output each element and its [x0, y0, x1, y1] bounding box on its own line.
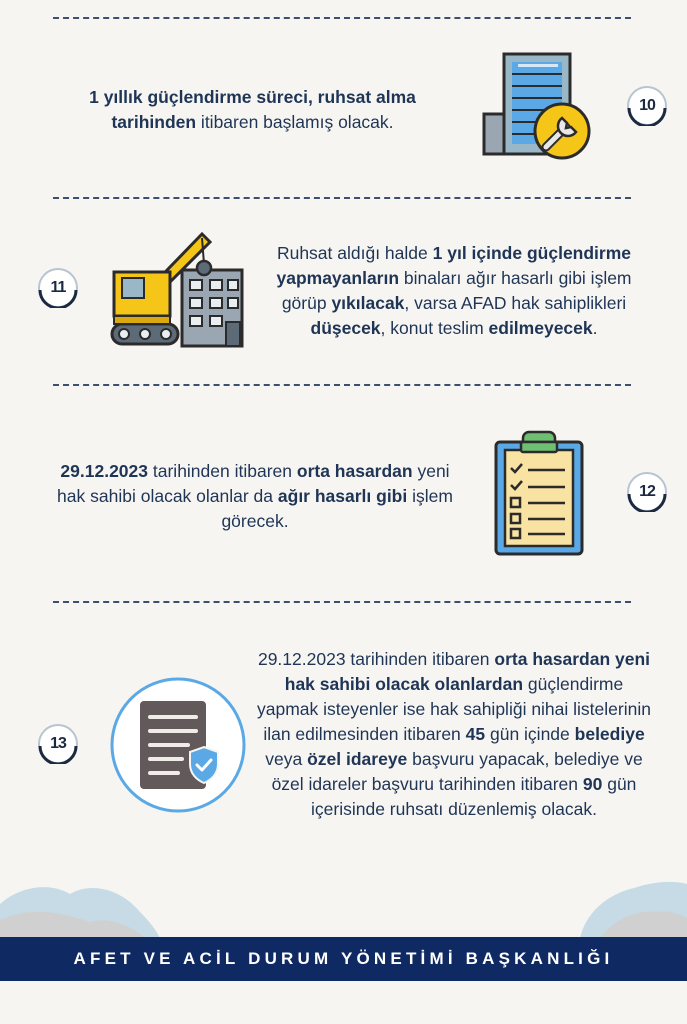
- item-number: 13: [50, 735, 66, 752]
- item-number: 11: [50, 279, 66, 296]
- section-divider: [53, 384, 631, 386]
- body-text: gün içinde: [485, 724, 575, 744]
- emphasis-text: özel idareye: [307, 749, 408, 769]
- body-text: binaları ağır hasarlı gibi işlem görüp: [281, 268, 632, 313]
- emphasis-text: 1 yıl içinde güçlendirme yapmayanların: [276, 243, 632, 288]
- bottom-margin: [0, 981, 687, 1024]
- item-10-text: [70, 85, 435, 135]
- item-10-number-badge: [627, 86, 667, 126]
- item-number: 12: [639, 483, 655, 500]
- emphasis-text: orta hasardan yeni hak sahibi olacak olanlardan: [284, 649, 651, 694]
- item-12-text: [55, 459, 455, 534]
- item-number: 10: [639, 97, 655, 114]
- body-text: 29.12.2023 tarihinden itibaren: [257, 649, 495, 669]
- document-shield-icon: [108, 677, 248, 822]
- body-text: işlem görecek.: [221, 486, 453, 531]
- decorative-hills-left: [0, 882, 160, 938]
- excavator-demolition-icon: [110, 228, 245, 355]
- decorative-hills-right: [580, 872, 687, 938]
- body-text: , konut teslim: [380, 318, 489, 338]
- section-divider: [53, 17, 631, 19]
- footer-banner: [0, 937, 687, 981]
- building-wrench-icon: [482, 52, 594, 167]
- item-11-number-badge: [38, 268, 78, 308]
- section-divider: [53, 197, 631, 199]
- emphasis-text: 29.12.2023: [60, 461, 149, 481]
- emphasis-text: yıkılacak: [331, 293, 405, 313]
- item-11-text: [258, 241, 650, 341]
- item-13-text: [254, 647, 654, 822]
- body-text: itibaren başlamış olacak.: [196, 112, 394, 132]
- footer-title: AFET VE ACİL DURUM YÖNETİMİ BAŞKANLIĞI: [73, 949, 614, 968]
- item-13-number-badge: [38, 724, 78, 764]
- body-text: yeni hak sahibi olacak olanlar da: [57, 461, 450, 506]
- emphasis-text: 1 yıllık güçlendirme süreci, ruhsat alma tarihinden: [89, 87, 416, 132]
- emphasis-text: belediye: [574, 724, 645, 744]
- body-text: veya: [265, 749, 308, 769]
- item-12-number-badge: [627, 472, 667, 512]
- body-text: Ruhsat aldığı halde: [276, 243, 433, 263]
- body-text: güçlendirme yapmak isteyenler ise hak sahipliği nihai listelerinin ilan edilmesinden itibaren: [257, 674, 651, 744]
- emphasis-text: 45: [465, 724, 486, 744]
- body-text: .: [592, 318, 598, 338]
- clipboard-checklist-icon: [493, 430, 587, 563]
- body-text: başvuru yapacak, belediye ve özel idareler başvuru tarihinden itibaren: [271, 749, 643, 794]
- emphasis-text: düşecek: [310, 318, 381, 338]
- emphasis-text: edilmeyecek: [488, 318, 593, 338]
- body-text: gün içerisinde ruhsatı düzenlemiş olacak.: [311, 774, 637, 819]
- emphasis-text: orta hasardan: [296, 461, 413, 481]
- body-text: tarihinden itibaren: [148, 461, 297, 481]
- section-divider: [53, 601, 631, 603]
- body-text: , varsa AFAD hak sahiplikleri: [404, 293, 627, 313]
- emphasis-text: ağır hasarlı gibi: [277, 486, 408, 506]
- emphasis-text: 90: [582, 774, 603, 794]
